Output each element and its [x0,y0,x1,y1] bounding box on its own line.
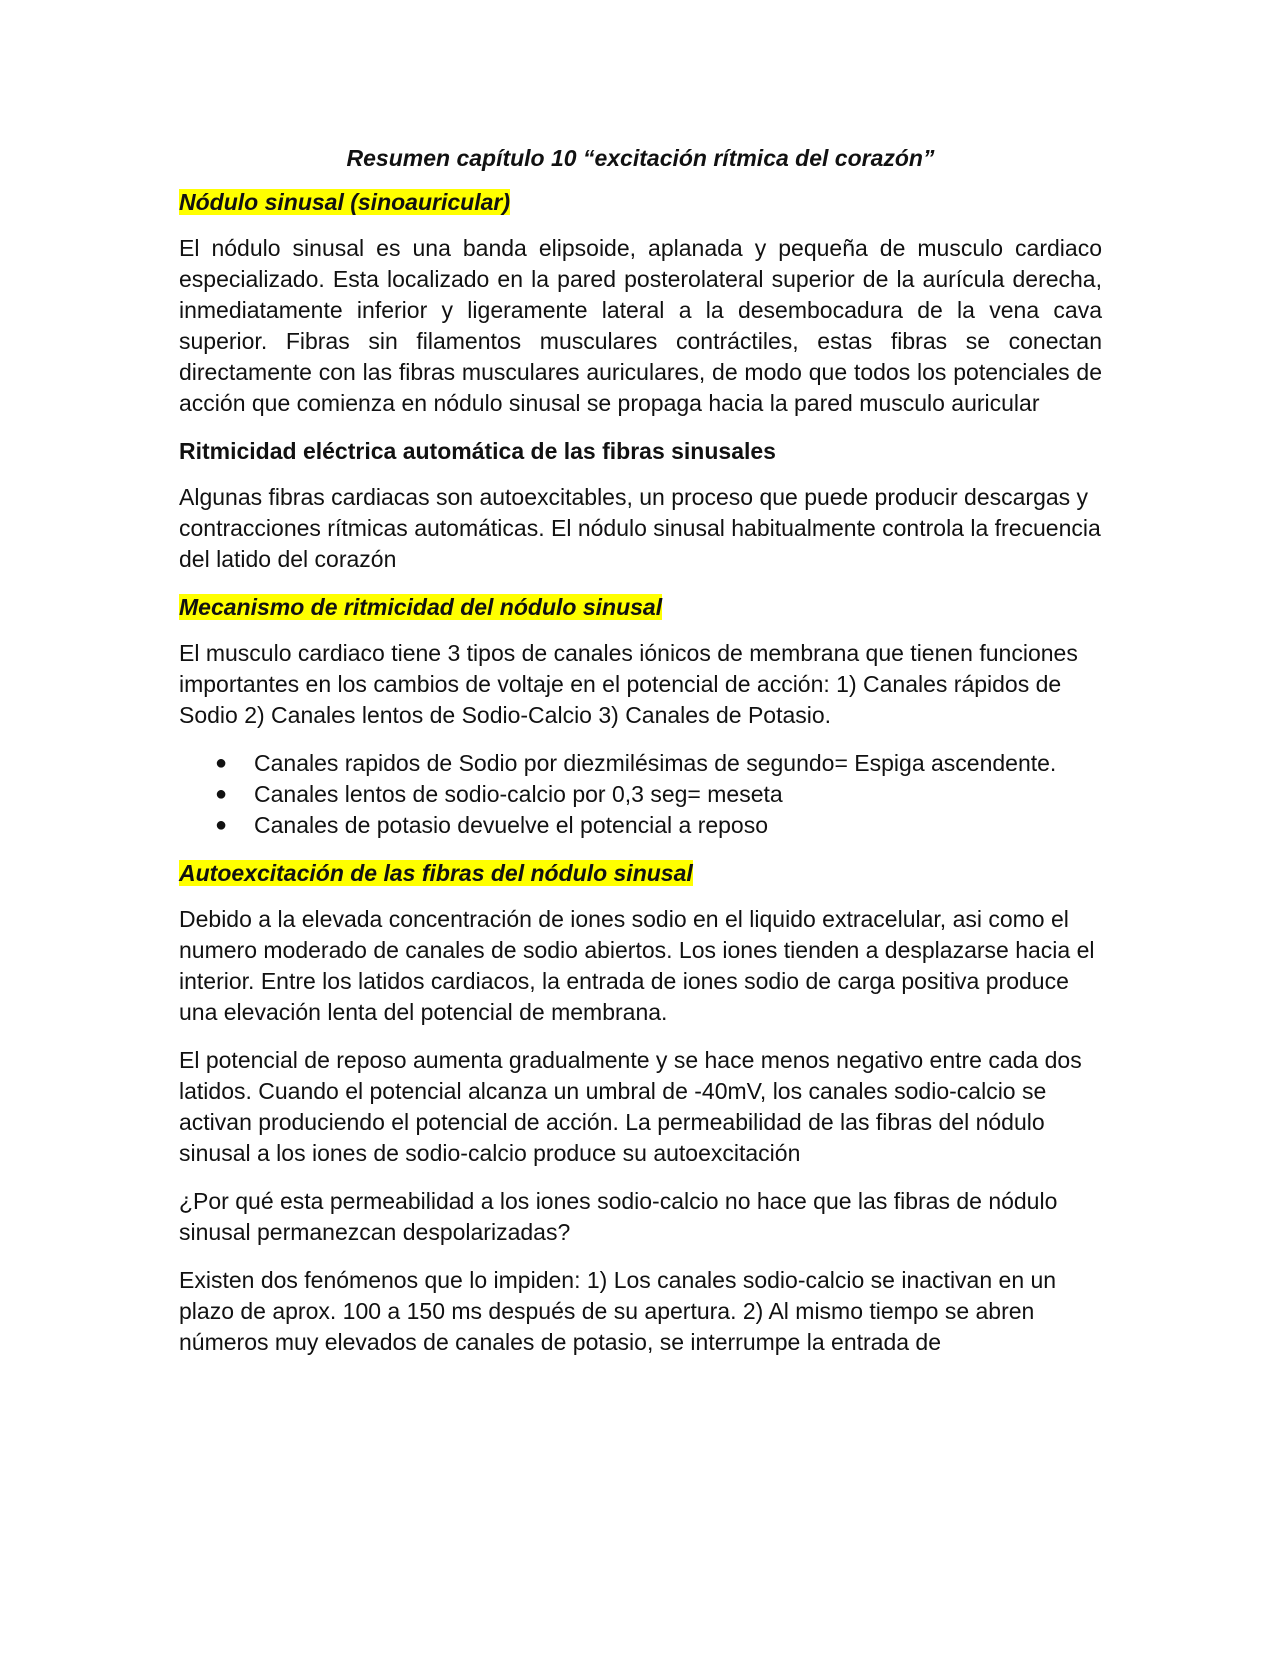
section-heading-nodulo-sinusal [179,187,1102,218]
bullet-icon: ● [215,752,228,774]
list-item-text: Canales rapidos de Sodio por diezmilésimas de segundo= Espiga ascendente. [254,750,1057,776]
paragraph: El musculo cardiaco tiene 3 tipos de canales iónicos de membrana que tienen funciones importantes en los cambios de voltaje en el potencial de acción: 1) Canales rápidos de Sodio 2) Canales lentos de Sodio-Calcio 3) Canales de Potasio. [179,640,1078,728]
bullet-icon: ● [215,783,228,805]
paragraph: El nódulo sinusal es una banda elipsoide, aplanada y pequeña de musculo cardiaco especializado. Esta localizado en la pared posterolateral superior de la aurícula derecha, inmediatamente inferior y ligeramente lateral a la desembocadura de la vena cava superior. Fibras sin filamentos musculares contráctiles, estas fibras se conectan directamente con las fibras musculares auriculares, de modo que todos los potenciales de acción que comienza en nódulo sinusal se propaga hacia la pared musculo auricular [179,235,1102,416]
paragraph: Debido a la elevada concentración de iones sodio en el liquido extracelular, asi como el numero moderado de canales de sodio abiertos. Los iones tienden a desplazarse hacia el interior. Entre los latidos cardiacos, la entrada de iones sodio de carga positiva produce una elevación lenta del potencial de membrana. [179,906,1095,1025]
bullet-list [179,748,1102,841]
bullet-icon: ● [215,814,228,836]
section-heading-mecanismo [179,592,1102,623]
paragraph: El potencial de reposo aumenta gradualmente y se hace menos negativo entre cada dos latidos. Cuando el potencial alcanza un umbral de -40mV, los canales sodio-calcio se activan produciendo el potencial de acción. La permeabilidad de las fibras del nódulo sinusal a los iones de sodio-calcio produce su autoexcitación [179,1047,1082,1166]
list-item-text: Canales de potasio devuelve el potencial a reposo [254,812,769,838]
paragraph: Existen dos fenómenos que lo impiden: 1) Los canales sodio-calcio se inactivan en un plazo de aprox. 100 a 150 ms después de su apertura. 2) Al mismo tiempo se abren números muy elevados de canales de potasio, se interrumpe la entrada de [179,1267,1057,1355]
heading-highlight: Autoexcitación de las fibras del nódulo sinusal [179,860,693,886]
document-title: Resumen capítulo 10 “excitación rítmica del corazón” [346,145,935,171]
section-heading-ritmicidad: Ritmicidad eléctrica automática de las fibras sinusales [179,438,776,464]
list-item [179,810,1102,841]
heading-highlight: Mecanismo de ritmicidad del nódulo sinusal [179,594,663,620]
section-heading-autoexcitacion [179,858,1102,889]
heading-highlight: Nódulo sinusal (sinoauricular) [179,189,510,215]
paragraph: ¿Por qué esta permeabilidad a los iones sodio-calcio no hace que las fibras de nódulo sinusal permanezcan despolarizadas? [179,1188,1058,1245]
list-item-text: Canales lentos de sodio-calcio por 0,3 seg= meseta [254,781,783,807]
list-item [179,748,1102,779]
document-page [179,143,1102,1375]
paragraph: Algunas fibras cardiacas son autoexcitables, un proceso que puede producir descargas y contracciones rítmicas automáticas. El nódulo sinusal habitualmente controla la frecuencia del latido del corazón [179,484,1101,572]
list-item [179,779,1102,810]
